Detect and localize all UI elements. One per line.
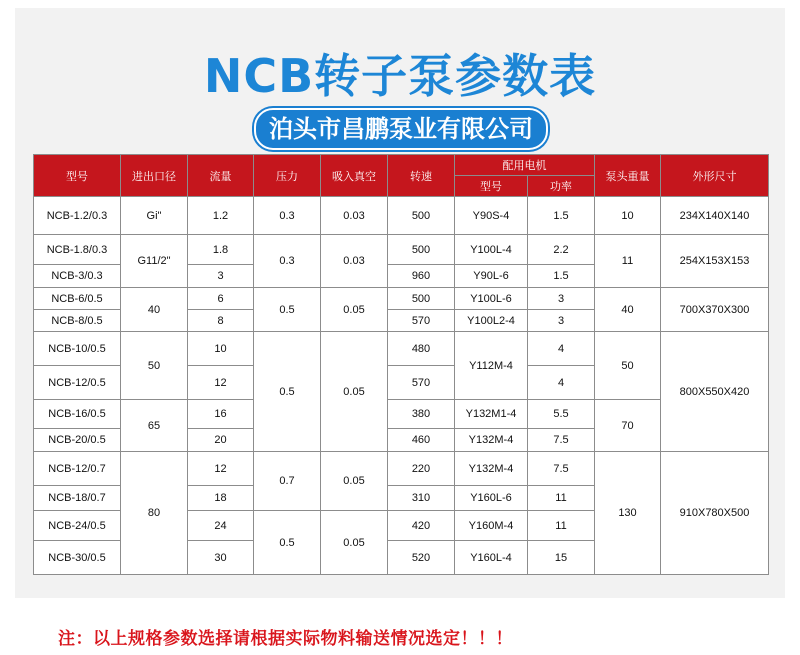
cell-power: 1.5 <box>528 197 595 235</box>
cell-speed: 310 <box>388 486 455 511</box>
cell-dims: 910X780X500 <box>661 452 769 575</box>
cell-power: 15 <box>528 541 595 575</box>
cell-motor-model: Y160L-6 <box>455 486 528 511</box>
cell-speed: 520 <box>388 541 455 575</box>
cell-motor-model: Y132M1-4 <box>455 400 528 429</box>
cell-flow: 18 <box>188 486 254 511</box>
header-motor: 配用电机 <box>455 155 595 176</box>
cell-motor-model: Y112M-4 <box>455 332 528 400</box>
cell-model: NCB-1.8/0.3 <box>34 235 121 265</box>
cell-model: NCB-16/0.5 <box>34 400 121 429</box>
cell-power: 3 <box>528 310 595 332</box>
cell-motor-model: Y90S-4 <box>455 197 528 235</box>
cell-model: NCB-6/0.5 <box>34 288 121 310</box>
header-speed: 转速 <box>388 155 455 197</box>
page-title: NCB转子泵参数表 <box>203 49 597 103</box>
cell-motor-model: Y90L-6 <box>455 265 528 288</box>
cell-port: G11/2" <box>121 235 188 288</box>
cell-port: Gi" <box>121 197 188 235</box>
cell-port: 80 <box>121 452 188 575</box>
cell-motor-model: Y132M-4 <box>455 452 528 486</box>
cell-power: 4 <box>528 366 595 400</box>
cell-flow: 20 <box>188 429 254 452</box>
cell-weight: 70 <box>595 400 661 452</box>
cell-motor-model: Y100L-6 <box>455 288 528 310</box>
cell-model: NCB-12/0.7 <box>34 452 121 486</box>
cell-power: 7.5 <box>528 452 595 486</box>
cell-power: 7.5 <box>528 429 595 452</box>
cell-vacuum: 0.05 <box>321 332 388 452</box>
cell-speed: 480 <box>388 332 455 366</box>
cell-dims: 234X140X140 <box>661 197 769 235</box>
cell-pressure: 0.7 <box>254 452 321 511</box>
cell-motor-model: Y100L2-4 <box>455 310 528 332</box>
table-row <box>34 235 769 265</box>
cell-flow: 8 <box>188 310 254 332</box>
cell-speed: 500 <box>388 235 455 265</box>
cell-pressure: 0.3 <box>254 235 321 288</box>
header-row <box>34 155 769 176</box>
cell-power: 3 <box>528 288 595 310</box>
cell-flow: 1.8 <box>188 235 254 265</box>
cell-pressure: 0.3 <box>254 197 321 235</box>
cell-flow: 10 <box>188 332 254 366</box>
selection-note: 注：以上规格参数选择请根据实际物料输送情况选定！！！ <box>58 629 513 649</box>
cell-dims: 800X550X420 <box>661 332 769 452</box>
cell-weight: 40 <box>595 288 661 332</box>
header-model: 型号 <box>34 155 121 197</box>
cell-speed: 960 <box>388 265 455 288</box>
cell-speed: 380 <box>388 400 455 429</box>
cell-model: NCB-1.2/0.3 <box>34 197 121 235</box>
cell-vacuum: 0.05 <box>321 452 388 511</box>
cell-flow: 1.2 <box>188 197 254 235</box>
cell-power: 2.2 <box>528 235 595 265</box>
spec-table <box>33 154 769 575</box>
cell-flow: 3 <box>188 265 254 288</box>
cell-port: 50 <box>121 332 188 400</box>
header-weight: 泵头重量 <box>595 155 661 197</box>
cell-speed: 570 <box>388 310 455 332</box>
cell-power: 4 <box>528 332 595 366</box>
cell-model: NCB-24/0.5 <box>34 511 121 541</box>
cell-motor-model: Y100L-4 <box>455 235 528 265</box>
header-flow: 流量 <box>188 155 254 197</box>
cell-power: 1.5 <box>528 265 595 288</box>
cell-flow: 24 <box>188 511 254 541</box>
table-row <box>34 197 769 235</box>
cell-pressure: 0.5 <box>254 511 321 575</box>
header-port: 进出口径 <box>121 155 188 197</box>
cell-dims: 254X153X153 <box>661 235 769 288</box>
header-motor-model: 型号 <box>455 176 528 197</box>
table-row <box>34 332 769 366</box>
cell-model: NCB-18/0.7 <box>34 486 121 511</box>
cell-vacuum: 0.03 <box>321 235 388 288</box>
cell-weight: 50 <box>595 332 661 400</box>
cell-model: NCB-10/0.5 <box>34 332 121 366</box>
table-row <box>34 452 769 486</box>
cell-model: NCB-12/0.5 <box>34 366 121 400</box>
cell-vacuum: 0.05 <box>321 288 388 332</box>
cell-flow: 30 <box>188 541 254 575</box>
cell-speed: 220 <box>388 452 455 486</box>
header-motor-power: 功率 <box>528 176 595 197</box>
cell-flow: 12 <box>188 452 254 486</box>
cell-flow: 12 <box>188 366 254 400</box>
cell-port: 40 <box>121 288 188 332</box>
cell-speed: 570 <box>388 366 455 400</box>
cell-weight: 10 <box>595 197 661 235</box>
cell-port: 65 <box>121 400 188 452</box>
cell-motor-model: Y132M-4 <box>455 429 528 452</box>
table-row <box>34 288 769 310</box>
cell-model: NCB-30/0.5 <box>34 541 121 575</box>
cell-vacuum: 0.05 <box>321 511 388 575</box>
company-banner: 泊头市昌鹏泵业有限公司 <box>254 108 548 150</box>
cell-vacuum: 0.03 <box>321 197 388 235</box>
cell-model: NCB-8/0.5 <box>34 310 121 332</box>
header-pressure: 压力 <box>254 155 321 197</box>
header-dimensions: 外形尺寸 <box>661 155 769 197</box>
cell-power: 11 <box>528 511 595 541</box>
cell-pressure: 0.5 <box>254 288 321 332</box>
cell-model: NCB-20/0.5 <box>34 429 121 452</box>
cell-motor-model: Y160M-4 <box>455 511 528 541</box>
table-row <box>34 400 769 429</box>
cell-speed: 500 <box>388 288 455 310</box>
cell-speed: 460 <box>388 429 455 452</box>
cell-dims: 700X370X300 <box>661 288 769 332</box>
cell-flow: 6 <box>188 288 254 310</box>
cell-motor-model: Y160L-4 <box>455 541 528 575</box>
cell-weight: 130 <box>595 452 661 575</box>
cell-power: 5.5 <box>528 400 595 429</box>
cell-weight: 11 <box>595 235 661 288</box>
header-vacuum: 吸入真空 <box>321 155 388 197</box>
cell-model: NCB-3/0.3 <box>34 265 121 288</box>
cell-speed: 500 <box>388 197 455 235</box>
cell-speed: 420 <box>388 511 455 541</box>
cell-pressure: 0.5 <box>254 332 321 452</box>
cell-power: 11 <box>528 486 595 511</box>
cell-flow: 16 <box>188 400 254 429</box>
